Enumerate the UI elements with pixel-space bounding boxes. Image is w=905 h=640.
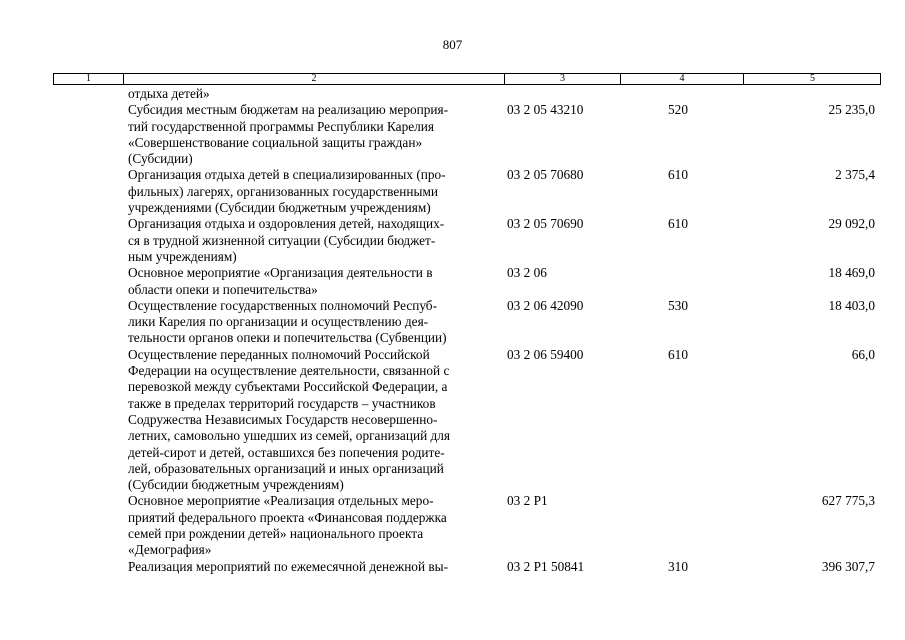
row-code: 03 2 P1 50841 (507, 558, 585, 574)
row-code: 03 2 05 43210 (507, 102, 584, 118)
table-row (0, 216, 905, 265)
row-amount: 2 375,4 (835, 167, 875, 183)
column-header-4: 4 (621, 74, 744, 84)
row-expense-type: 610 (668, 346, 688, 362)
row-amount: 396 307,7 (821, 558, 875, 574)
column-header-2: 2 (124, 74, 505, 84)
column-header-5: 5 (810, 73, 815, 84)
row-name: Осуществление переданных полномочий Российской Федерации на осуществление деятельности, связанной с перевозкой между субъектами Российской Федерации, а также в пределах территорий государств – участников Содружества Независимых Государств несовершенно- летних, самовольно ушедших из семей, организаций для детей-сирот и детей, оставшихся без попечения родите- лей, образовательных организаций и иных организаций (Субсидии бюджетным учреждениям) (128, 346, 451, 493)
table-row (0, 493, 905, 558)
row-amount: 25 235,0 (828, 102, 875, 118)
table-row (0, 102, 905, 167)
table-row (0, 298, 905, 347)
row-name: Реализация мероприятий по ежемесячной денежной вы- (128, 558, 449, 574)
row-name: Субсидия местным бюджетам на реализацию мероприя- тий государственной программы Республики Карелия «Совершенствование социальной защиты граждан» (Субсидии) (128, 102, 449, 167)
table-row (0, 265, 905, 298)
row-expense-type: 610 (668, 167, 688, 183)
row-amount: 18 403,0 (828, 297, 875, 313)
page-number: 807 (442, 37, 463, 52)
row-code: 03 2 06 (507, 265, 547, 281)
table-header (53, 73, 881, 85)
table-row (0, 559, 905, 575)
row-amount: 18 469,0 (828, 265, 875, 281)
table-body (0, 86, 905, 575)
column-header-3: 3 (505, 74, 621, 84)
row-code: 03 2 06 59400 (507, 346, 584, 362)
row-amount: 66,0 (851, 346, 875, 362)
row-expense-type: 310 (668, 558, 688, 574)
row-expense-type: 530 (668, 297, 688, 313)
row-name: Основное мероприятие «Организация деятельности в области опеки и попечительства» (128, 265, 433, 297)
row-code: 03 2 06 42090 (507, 297, 584, 313)
row-code: 03 2 P1 (507, 493, 548, 509)
row-name: Осуществление государственных полномочий Респуб- лики Карелия по организации и осуществлению дея- тельности органов опеки и попечительства (Субвенции) (128, 297, 447, 346)
table-row (0, 167, 905, 216)
row-name: Основное мероприятие «Реализация отдельных меро- приятий федерального проекта «Финансовая поддержка семей при рождении детей» национального проекта «Демография» (128, 493, 447, 558)
row-expense-type: 520 (668, 102, 688, 118)
row-name: Организация отдыха и оздоровления детей, находящих- ся в трудной жизненной ситуации (Субсидии бюджет- ным учреждениям) (128, 216, 445, 264)
row-amount: 29 092,0 (828, 216, 875, 232)
row-name: отдыха детей» (128, 86, 210, 101)
row-name: Организация отдыха детей в специализированных (про- фильных) лагерях, организованных государственными учреждениями (Субсидии бюджетным учреждениям) (128, 167, 446, 216)
row-code: 03 2 05 70690 (507, 216, 584, 232)
row-expense-type: 610 (668, 216, 688, 232)
row-amount: 627 775,3 (821, 493, 875, 509)
row-code: 03 2 05 70680 (507, 167, 584, 183)
column-header-1: 1 (54, 74, 124, 84)
table-row (0, 86, 905, 102)
table-row (0, 347, 905, 494)
